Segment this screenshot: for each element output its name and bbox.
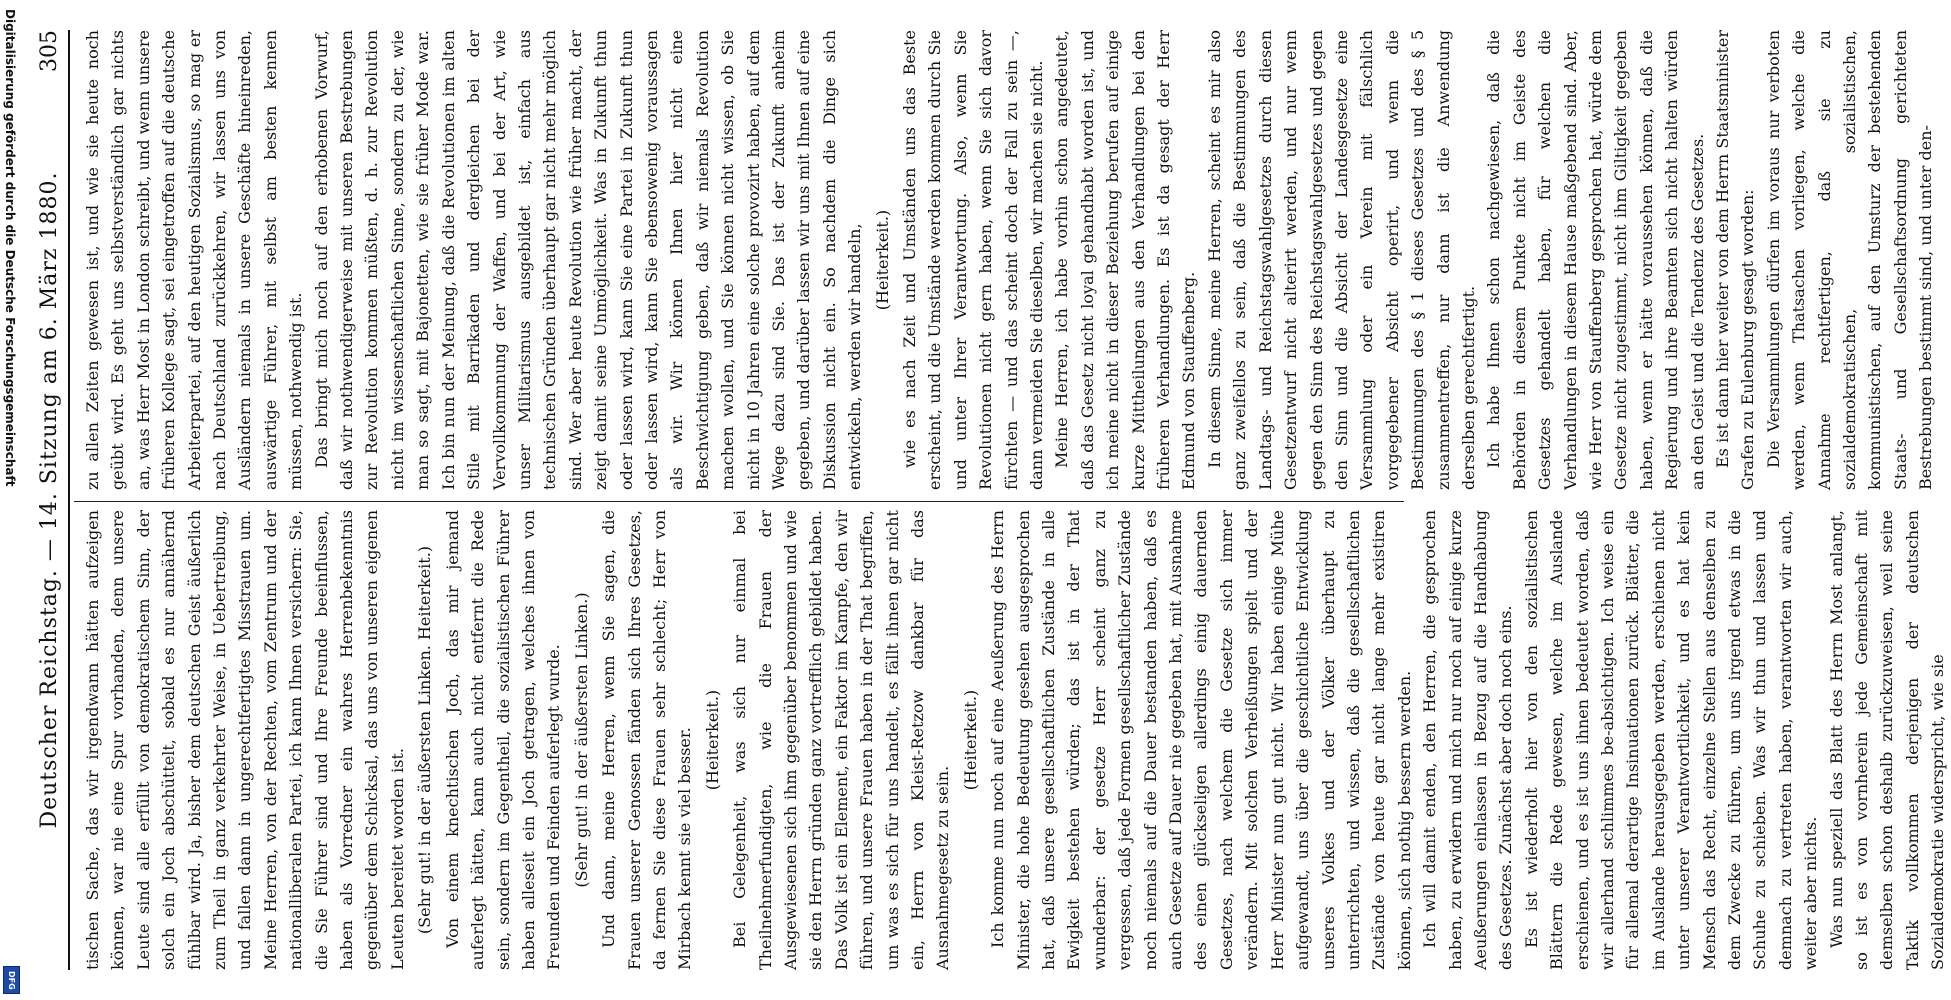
paragraph: (Sehr gut! in der äußersten Linken. Heiterkeit.) bbox=[415, 545, 435, 935]
paragraph: Es ist dann hier weiter von dem Herrn Staatsminister Grafen zu Eulenburg gesagt worden: bbox=[1713, 30, 1758, 490]
paragraph: Von einem knechtischen Joch, das mir jemand auferlegt hätten, kann auch nicht entfernt die Rede sein, sondern im Gegentheil, die sozialistischen Führer haben alleseit ein Joch getragen, welches ihnen von Freunden und Feinden auferlegt wurde. bbox=[442, 510, 564, 970]
paragraph: Was nun speziell das Blatt des Herrn Most anlangt, so ist es von vornherein jede Gemeinschaft mit demselben schon deshalb zurückzuweisen, weil seine Taktik vollkommen derjenigen der deutschen Sozialdemokratie widerspricht, wie sie bbox=[1826, 510, 1948, 970]
dfg-logo-icon: DFG bbox=[3, 966, 20, 994]
page-title: Deutscher Reichstag. — 14. Sitzung am 6. März 1880. bbox=[37, 171, 62, 829]
page-number: 305 bbox=[37, 30, 62, 72]
text-column-left bbox=[80, 510, 1948, 970]
paragraph: Ich will damit enden, den Herren, die gesprochen haben, zu erwidern und mich nur noch auf einige kurze Aeußerungen einlassen in Bezug auf die Handhabung des Gesetzes. Zunächst aber doch noch eins. bbox=[1420, 510, 1516, 970]
paragraph: (Sehr gut! in der äußersten Linken.) bbox=[571, 592, 591, 888]
paragraph: Es ist wiederholt hier von den sozialistischen Blättern die Rede gewesen, welche im Auslande erschienen, und es ist uns ihnen bedeutet worden, daß wir allerhand schlimmes be-absichtigen. Ich weise ein für allemal derartige Insinuationen zurück. Blätter, die im Auslande herausgegeben werden, erschienen nicht unter unserer Verantwortlichkeit, und es hat kein Mensch das Recht, einzelne Stellen aus denselben zu dem Zwecke zu führen, um uns irgend etwas in die Schuhe zu schieben. Was wir thun und lassen und demnach zu vertreten haben, verantworten wir auch, weiter aber nichts. bbox=[1521, 510, 1821, 970]
paragraph: (Heiterkeit.) bbox=[872, 209, 892, 311]
paragraph: wie es nach Zeit und Umständen uns das Beste erscheint, und die Umstände werden kommen durch Sie und unter Ihrer Verantwortung. Also, wenn Sie Revolutionen nicht gern haben, wenn Sie sich davor fürchten — und das scheint doch der Fall zu sein —, dann vermeiden Sie dieselben, wir machen sie nicht. bbox=[900, 30, 1047, 490]
paragraph: zu allen Zeiten gewesen ist, und wie sie heute noch geübt wird. Es geht uns selbstverständlich gar nichts an, was Herr Most in London schreibt, und wenn unsere früheren Kollege sagt, sei eingetroffen auf die deutsche Arbeiterpartei, auf den heutigen Sozialismus, so mag er nach Deutschland zurückkehren, wir lassen uns von Ausländern niemals in unsere Geschäfte hineinreden, auswärtige Führer, mit selbst am besten kennen müssen, nothwendig ist. bbox=[83, 30, 306, 490]
document-page bbox=[22, 0, 1948, 1000]
digitization-note: Digitalisierung gefördert durch die Deutsche Forschungsgemeinschaft bbox=[3, 9, 17, 487]
paragraph: (Heiterkeit.) bbox=[702, 689, 722, 791]
column-divider bbox=[74, 501, 1404, 502]
paragraph: tischen Sache, das wir irgendwann hätten aufzeigen können, war nie eine Spur vorhanden, denn unsere Leute sind alle erfüllt von demokratischem Sinn, der solch ein Joch abschüttelt, sobald es nur annähernd fühlbar wird. Ja, bisher dem deutschen Geist äußerlich zum Theil in ganz verkehrter Weise, in Uebertreibung, und fallen dann in ungerechtfertigtes Misstrauen um. Meine Herren, von der Rechten, vom Zentrum und der nationalliberalen Partei, ich kann Ihnen versichern: Sie, die Sie Führer sind und Ihre Freunde beeinflussen, haben als Vorredner ein wahres Herrenbekenntnis gegenüber dem Schicksal, das uns von unseren eigenen Leuten bereitet worden ist. bbox=[83, 510, 407, 970]
paragraph: Ich habe Ihnen schon nachgewiesen, daß die Behörden in diesem Punkte nicht im Geiste des Gesetzes gehandelt haben, für welchen die Verhandlungen in diesem Hause maßgebend sind. Aber, wie Herr von Stauffenberg gesprochen hat, würde dem Gesetze nicht zugestimmt, nicht ihm Giltigkeit gegeben haben, wenn er hätte voraussehen können, daß die Regierung und ihre Beamten sich nicht halten würden an den Geist und die Tendenz des Gesetzes. bbox=[1484, 30, 1707, 490]
paragraph: Die Versammlungen dürfen im voraus nur verboten werden, wenn Thatsachen vorliegen, welche die Annahme rechtfertigen, daß sie zu sozialdemokratischen, sozialistischen, kommunistischen, auf den Umsturz der bestehenden Staats- und Gesellschaftsordnung gerichteten Bestrebungen bestimmt sind, und unter den- bbox=[1763, 30, 1936, 490]
paragraph: (Heiterkeit.) bbox=[960, 689, 980, 791]
paragraph: Bei Gelegenheit, was sich nur einmal bei Theilnehmerfundigten, wie die Frauen der Ausgewiesenen sich ihm gegenüber benommen und wie sie den Herrn gründen ganz vortrefflich gebildet haben. Das Volk ist ein Element, ein Faktor im Kampfe, den wir führen, und unsere Frauen haben in der That begriffen, um was es sich für uns handelt, es fällt ihnen gar nicht ein, Herrn von Kleist-Retzow dankbar für das Ausnahmegesetz zu sein. bbox=[730, 510, 953, 970]
sidebar bbox=[0, 0, 22, 1000]
paragraph: Und dann, meine Herren, wenn Sie sagen, die Frauen unserer Genossen fänden sich Ihres Gesetzes, da fernen Sie diese Frauen sehr schlecht; Herr von Mirbach kennt sie viel besser. bbox=[599, 510, 695, 970]
paragraph: In diesem Sinne, meine Herren, scheint es mir also ganz zweifellos zu sein, daß die Bestimmungen des Landtags- und Reichstagswahlgesetzes durch diesen Gesetzentwurf nicht alterirt werden, und nur wenn gegen den Sinn des Reichstagswahlgesetzes und gegen den Sinn und die Absicht der Landesgesetze eine Versammlung oder ein Verein mit fälschlich vorgegebener Absicht operirt, und wenn die Bestimmungen des § 1 dieses Gesetzes und des § 5 zusammentreffen, nur dann ist die Anwendung derselben gerechtfertigt. bbox=[1204, 30, 1478, 490]
paragraph: Das bringt mich noch auf den erhobenen Vorwurf, daß wir nothwendigerweise mit unseren Bestrebungen zur Revolution kommen müßten, d. h. zur Revolution nicht im wissenschaftlichen Sinne, sondern zu der, wie man so sagt, mit Bajonetten, wie sie früher Mode war. Ich bin nun der Meinung, daß die Revolutionen im alten Stile mit Barrikaden und dergleichen bei der Vervollkommnung der Waffen, und bei der Art, wie unser Militarismus ausgebildet ist, einfach aus technischen Gründen überhaupt gar nicht mehr möglich sind. Wer aber heute Revolution wie früher macht, der zeigt damit seine Unmöglichkeit. Was in Zukunft thun oder lassen wird, kann Sie eine Partei in Zukunft thun oder lassen wird, kann Sie ebensowenig voraussagen als wir. Wir können Ihnen hier nicht eine Beschwichtigung geben, daß wir niemals Revolution machen wollen, und Sie können nicht wissen, ob Sie nicht in 10 Jahren eine solche provozirt haben, auf dem Wege dazu sind Sie. Das ist der Zukunft anheim gegeben, und darüber lassen wir uns mit Ihnen auf eine Diskussion nicht ein. So nachdem die Dinge sich entwickeln, werden wir handeln, bbox=[311, 30, 865, 490]
page-header bbox=[32, 30, 70, 970]
paragraph: Meine Herren, ich habe vorhin schon angedeutet, daß das Gesetz nicht loyal gehandhabt worden ist, und ich meine nicht in dieser Beziehung berufen auf einige kurze Mittheilungen aus den Verhandlungen bei den früheren Verhandlungen. Es ist da gesagt der Herr Edmund von Stauffenberg. bbox=[1052, 30, 1199, 490]
scanned-page-viewport bbox=[22, 0, 1948, 1000]
paragraph: Ich komme nun noch auf eine Aeußerung des Herrn Minister, die hohe Bedeutung gesehen ausgesprochen hat, daß unsere gesellschaftlichen Zustände in alle Ewigkeit bestehen würden; das ist in der That wunderbar: der gesetze Herr scheint ganz zu vergessen, daß jede Formen gesellschaftlicher Zustände noch niemals auf die Dauer bestanden haben, daß es auch Gesetze auf Dauer nie gegeben hat, mit Ausnahme des einen glückseligen allerdings einig dauernden Gesetzes, nach welchem die Gesetze sich immer verändern. Mit solchen Verheißungen spielt und der Herr Minister nun gut nicht. Wir haben einige Mühe aufgewandt, uns über die geschichtliche Entwicklung unseres Volkes und der Völker überhaupt zu unterrichten, und wissen, daß die gesellschaftlichen Zustände von heute gar nicht lange mehr existiren können, sich nothig bessern werden. bbox=[988, 510, 1414, 970]
text-column-right bbox=[80, 30, 1936, 490]
